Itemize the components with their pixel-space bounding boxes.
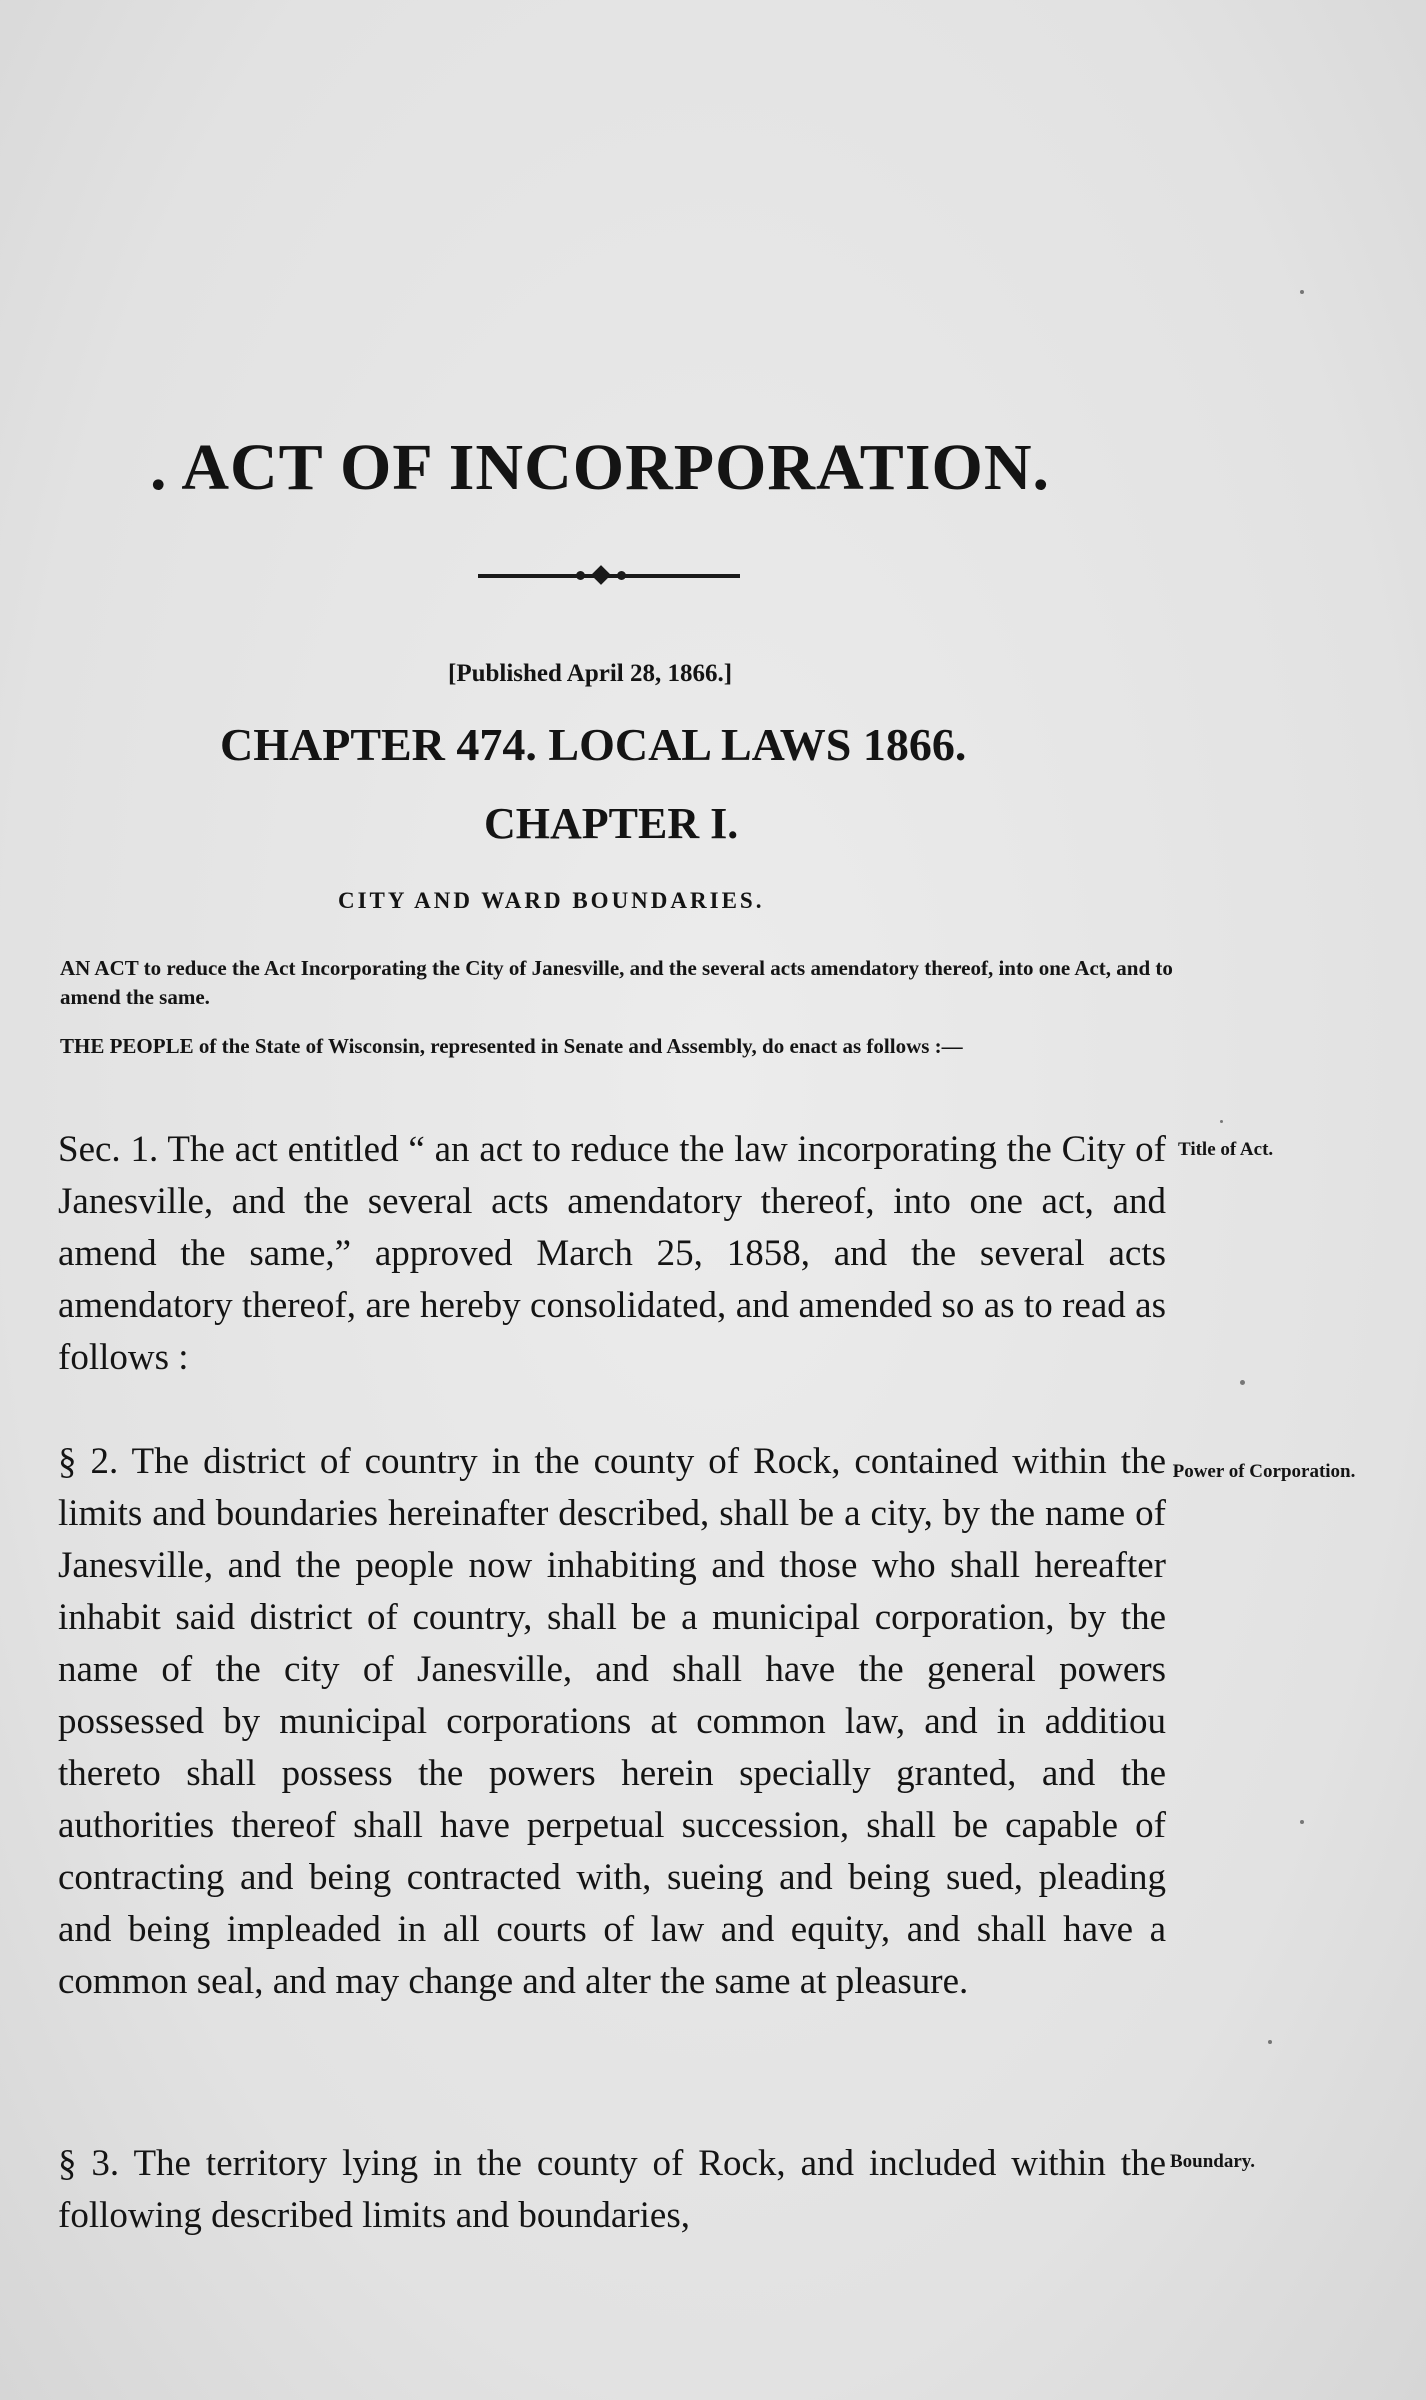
- publication-date: [Published April 28, 1866.]: [448, 660, 733, 687]
- chapter-1-heading: CHAPTER I.: [484, 799, 739, 848]
- enacting-clause: THE PEOPLE of the State of Wisconsin, represented in Senate and Assembly, do enact as follows :—: [60, 1034, 963, 1058]
- margin-note-title-of-act: Title of Act.: [1178, 1139, 1274, 1160]
- paper-speck: [1240, 1380, 1245, 1385]
- page-title: . ACT OF INCORPORATION.: [150, 431, 1051, 504]
- chapter-474-heading: CHAPTER 474. LOCAL LAWS 1866.: [220, 719, 967, 770]
- margin-note-power-of-corporation: Power of Corporation.: [1172, 1461, 1356, 1482]
- act-preamble: AN ACT to reduce the Act Incorporating the City of Janesville, and the several acts amendatory thereof, into one Act, and to amend the same.: [60, 956, 1173, 1009]
- section-1-text: Sec. 1. The act entitled “ an act to reduce the law incorporating the City of Janesville, and the several acts amendatory thereof, into one act, and amend the same,” approved March 25, 1858, and the several acts amendatory thereof, are hereby consolidated, and amended so as to read as follows :: [58, 1129, 1166, 1378]
- section-2-text: § 2. The district of country in the county of Rock, contained within the limits and boundaries hereinafter described, shall be a city, by the name of Janesville, and the people now inhabiting and those who shall hereafter inhabit said district of country, shall be a municipal corporation, by the name of the city of Janesville, and shall have the general powers possessed by municipal corporations at common law, and in additiou thereto shall possess the powers herein specially granted, and the authorities thereof shall have perpetual succession, shall be capable of contracting and being contracted with, sueing and being sued, pleading and being impleaded in all courts of law and equity, and shall have a common seal, and may change and alter the same at pleasure.: [58, 1441, 1166, 2002]
- margin-note-boundary: Boundary.: [1170, 2151, 1256, 2172]
- paper-speck: [1268, 2040, 1272, 2044]
- paper-speck: [1300, 1820, 1304, 1824]
- section-3-text: § 3. The territory lying in the county of Rock, and included within the following described limits and boundaries,: [58, 2143, 1166, 2236]
- paper-speck: [1300, 290, 1304, 294]
- paper-speck: [1220, 1120, 1223, 1123]
- section-subheading: CITY AND WARD BOUNDARIES.: [338, 888, 765, 913]
